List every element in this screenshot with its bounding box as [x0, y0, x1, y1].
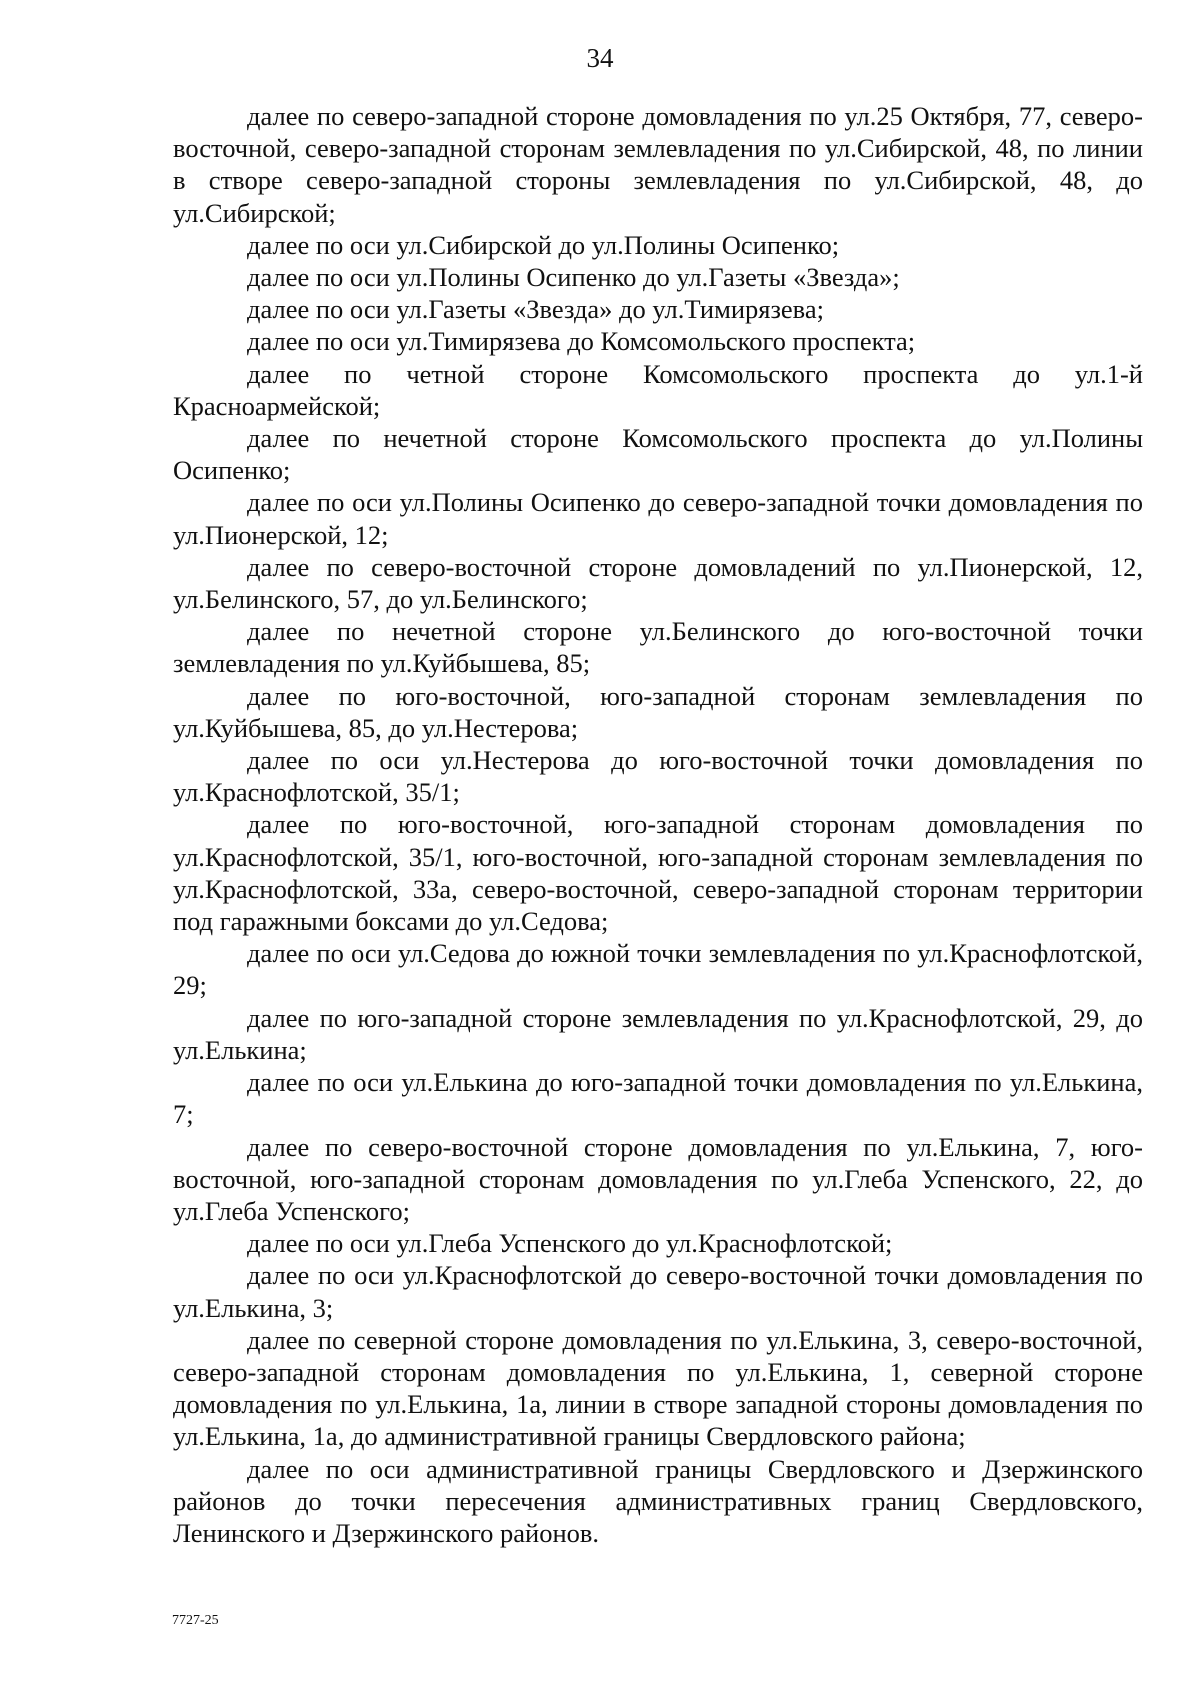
paragraph: далее по оси ул.Седова до южной точки землевладения по ул.Краснофлотской, 29; [173, 938, 1143, 1001]
paragraph: далее по юго-восточной, юго-западной сторонам землевладения по ул.Куйбышева, 85, до ул.Нестерова; [173, 680, 1143, 743]
paragraph: далее по оси ул.Елькина до юго-западной точки домовладения по ул.Елькина, 7; [173, 1067, 1143, 1130]
paragraph: далее по северо-западной стороне домовладения по ул.25 Октября, 77, северо-восточной, северо-западной сторонам землевладения по ул.Сибирской, 48, по линии в створе северо-западной стороны землевладения по ул.Сибирской, 48, до ул.Сибирской; [173, 101, 1143, 228]
document-body [173, 100, 1143, 1549]
paragraph: далее по юго-восточной, юго-западной сторонам домовладения по ул.Краснофлотской, 35/1, юго-восточной, юго-западной сторонам землевладения по ул.Краснофлотской, 33а, северо-восточной, северо-западной сторонам территории под гаражными боксами до ул.Седова; [173, 809, 1143, 937]
paragraph: далее по оси ул.Сибирской до ул.Полины Осипенко; [247, 229, 840, 260]
paragraph: далее по нечетной стороне ул.Белинского до юго-восточной точки землевладения по ул.Куйбышева, 85; [173, 616, 1143, 679]
paragraph: далее по северной стороне домовладения по ул.Елькина, 3, северо-восточной, северо-западной сторонам домовладения по ул.Елькина, 1, северной стороне домовладения по ул.Елькина, 1а, линии в створе западной стороны домовладения по ул.Елькина, 1а, до административной границы Свердловского района; [173, 1324, 1143, 1452]
paragraph: далее по северо-восточной стороне домовладения по ул.Елькина, 7, юго-восточной, юго-западной сторонам домовладения по ул.Глеба Успенского, 22, до ул.Глеба Успенского; [173, 1131, 1143, 1226]
paragraph: далее по оси ул.Тимирязева до Комсомольского проспекта; [247, 326, 916, 357]
paragraph: далее по оси ул.Газеты «Звезда» до ул.Тимирязева; [247, 294, 824, 325]
paragraph: далее по нечетной стороне Комсомольского проспекта до ул.Полины Осипенко; [173, 423, 1143, 486]
paragraph: далее по оси административной границы Свердловского и Дзержинского районов до точки пересечения административных границ Свердловского, Ленинского и Дзержинского районов. [173, 1453, 1143, 1548]
document-code: 7727-25 [172, 1613, 219, 1628]
paragraph: далее по оси ул.Нестерова до юго-восточной точки домовладения по ул.Краснофлотской, 35/1; [173, 745, 1143, 808]
page-number: 34 [586, 43, 614, 73]
paragraph: далее по оси ул.Полины Осипенко до северо-западной точки домовладения по ул.Пионерской, 12; [173, 487, 1143, 550]
paragraph: далее по юго-западной стороне землевладения по ул.Краснофлотской, 29, до ул.Елькина; [173, 1002, 1143, 1065]
paragraph: далее по оси ул.Краснофлотской до северо-восточной точки домовладения по ул.Елькина, 3; [173, 1260, 1143, 1323]
paragraph: далее по оси ул.Глеба Успенского до ул.Краснофлотской; [247, 1228, 893, 1259]
paragraph: далее по оси ул.Полины Осипенко до ул.Газеты «Звезда»; [247, 262, 900, 293]
paragraph: далее по северо-восточной стороне домовладений по ул.Пионерской, 12, ул.Белинского, 57, до ул.Белинского; [173, 551, 1143, 615]
paragraph: далее по четной стороне Комсомольского проспекта до ул.1-й Красноармейской; [173, 358, 1143, 421]
